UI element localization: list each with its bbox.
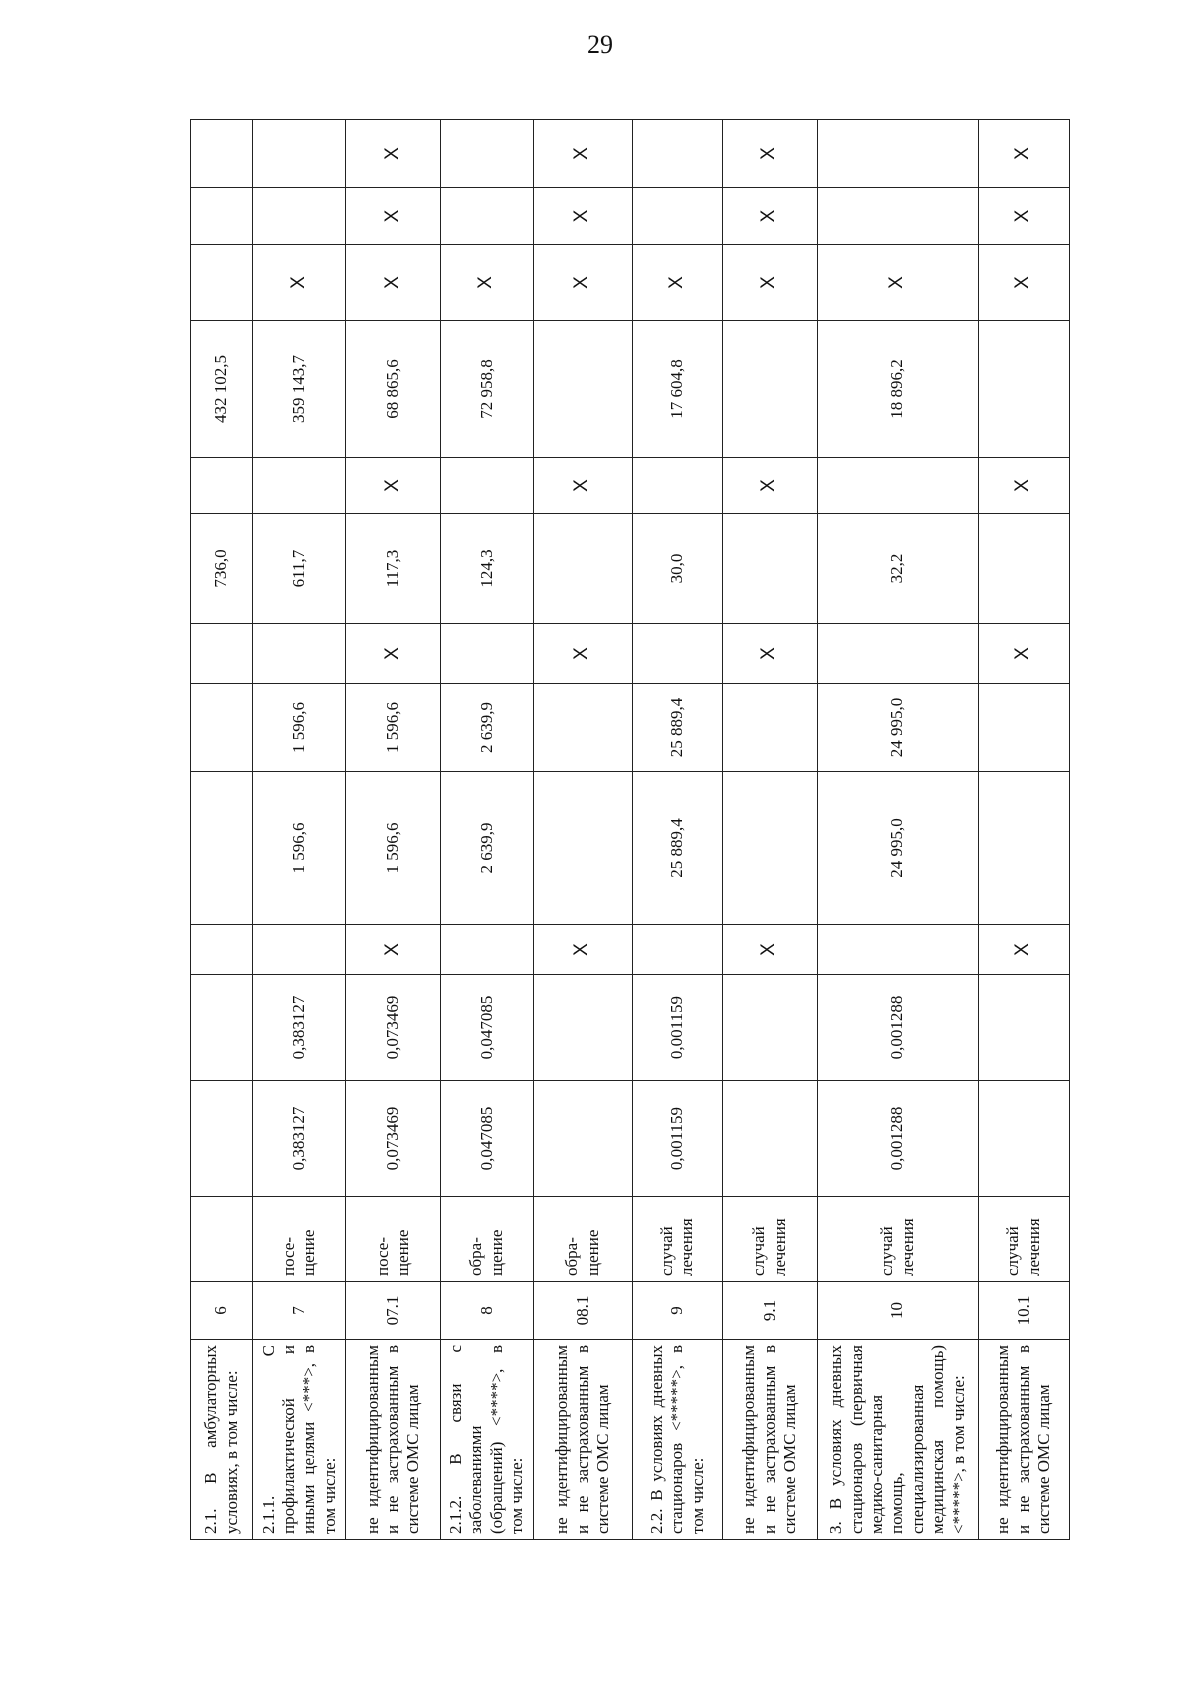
value-cell bbox=[978, 684, 1069, 772]
value-cell bbox=[978, 321, 1069, 458]
unit-cell bbox=[191, 1197, 253, 1282]
value-cell: 117,3 bbox=[346, 514, 441, 624]
cross-mark: X bbox=[722, 624, 817, 684]
unit-cell: посе-щение bbox=[346, 1197, 441, 1282]
cross-mark: X bbox=[722, 925, 817, 975]
row-number-cell: 10.1 bbox=[978, 1282, 1069, 1340]
table-row bbox=[817, 120, 978, 1540]
value-cell: 736,0 bbox=[191, 514, 253, 624]
cross-mark: X bbox=[722, 458, 817, 514]
cross-mark: X bbox=[632, 245, 722, 321]
row-name-cell: 2.2. В условиях дневных стационаров <*****>, в том числе: bbox=[632, 1340, 722, 1540]
value-cell: 24 995,0 bbox=[817, 684, 978, 772]
value-cell: 432 102,5 bbox=[191, 321, 253, 458]
cross-mark: X bbox=[533, 624, 632, 684]
row-number-cell: 10 bbox=[817, 1282, 978, 1340]
value-cell bbox=[191, 975, 253, 1081]
row-number-cell: 7 bbox=[253, 1282, 346, 1340]
value-cell bbox=[817, 624, 978, 684]
row-number-cell: 6 bbox=[191, 1282, 253, 1340]
unit-cell: обра-щение bbox=[533, 1197, 632, 1282]
value-cell bbox=[253, 624, 346, 684]
value-cell: 1 596,6 bbox=[253, 772, 346, 925]
value-cell: 17 604,8 bbox=[632, 321, 722, 458]
value-cell: 25 889,4 bbox=[632, 684, 722, 772]
value-cell bbox=[533, 1081, 632, 1197]
cross-mark: X bbox=[722, 120, 817, 188]
row-number-cell: 9 bbox=[632, 1282, 722, 1340]
value-cell bbox=[191, 245, 253, 321]
cross-mark: X bbox=[346, 458, 441, 514]
value-cell bbox=[632, 458, 722, 514]
value-cell: 1 596,6 bbox=[346, 684, 441, 772]
row-number-cell: 8 bbox=[440, 1282, 533, 1340]
data-table bbox=[190, 119, 1070, 1540]
value-cell bbox=[440, 925, 533, 975]
value-cell: 2 639,9 bbox=[440, 684, 533, 772]
value-cell bbox=[978, 514, 1069, 624]
value-cell: 72 958,8 bbox=[440, 321, 533, 458]
table-row bbox=[533, 120, 632, 1540]
value-cell: 0,001288 bbox=[817, 1081, 978, 1197]
value-cell: 30,0 bbox=[632, 514, 722, 624]
value-cell: 24 995,0 bbox=[817, 772, 978, 925]
value-cell bbox=[722, 975, 817, 1081]
cross-mark: X bbox=[533, 458, 632, 514]
row-number-cell: 08.1 bbox=[533, 1282, 632, 1340]
value-cell bbox=[978, 1081, 1069, 1197]
row-name-cell: не идентифицированным и не застрахованным в системе ОМС лицам bbox=[533, 1340, 632, 1540]
value-cell bbox=[632, 120, 722, 188]
value-cell: 0,047085 bbox=[440, 975, 533, 1081]
page-number: 29 bbox=[587, 30, 613, 59]
cross-mark: X bbox=[978, 120, 1069, 188]
value-cell bbox=[253, 120, 346, 188]
value-cell: 0,383127 bbox=[253, 975, 346, 1081]
value-cell bbox=[533, 514, 632, 624]
value-cell bbox=[632, 925, 722, 975]
value-cell: 1 596,6 bbox=[346, 772, 441, 925]
unit-cell: посе-щение bbox=[253, 1197, 346, 1282]
value-cell: 0,001159 bbox=[632, 1081, 722, 1197]
unit-cell: случай лечения bbox=[978, 1197, 1069, 1282]
value-cell: 0,383127 bbox=[253, 1081, 346, 1197]
value-cell: 2 639,9 bbox=[440, 772, 533, 925]
cross-mark: X bbox=[346, 925, 441, 975]
row-name-cell: 2.1.2. В связи с заболеваниями (обращений) <****>, в том числе: bbox=[440, 1340, 533, 1540]
row-name-cell: не идентифицированным и не застрахованным в системе ОМС лицам bbox=[978, 1340, 1069, 1540]
value-cell bbox=[722, 684, 817, 772]
value-cell: 25 889,4 bbox=[632, 772, 722, 925]
cross-mark: X bbox=[722, 188, 817, 245]
table-row bbox=[191, 120, 253, 1540]
value-cell bbox=[978, 975, 1069, 1081]
value-cell: 68 865,6 bbox=[346, 321, 441, 458]
value-cell bbox=[440, 458, 533, 514]
value-cell: 611,7 bbox=[253, 514, 346, 624]
cross-mark: X bbox=[978, 458, 1069, 514]
value-cell bbox=[191, 458, 253, 514]
unit-cell: обра-щение bbox=[440, 1197, 533, 1282]
table-row bbox=[722, 120, 817, 1540]
row-name-cell: не идентифицированным и не застрахованным в системе ОМС лицам bbox=[722, 1340, 817, 1540]
value-cell bbox=[722, 321, 817, 458]
cross-mark: X bbox=[978, 624, 1069, 684]
unit-cell: случай лечения bbox=[722, 1197, 817, 1282]
cross-mark: X bbox=[978, 245, 1069, 321]
cross-mark: X bbox=[722, 245, 817, 321]
row-name-cell: не идентифицированным и не застрахованным в системе ОМС лицам bbox=[346, 1340, 441, 1540]
table-row bbox=[253, 120, 346, 1540]
row-number-cell: 9.1 bbox=[722, 1282, 817, 1340]
value-cell: 0,047085 bbox=[440, 1081, 533, 1197]
value-cell bbox=[440, 188, 533, 245]
cross-mark: X bbox=[346, 245, 441, 321]
value-cell bbox=[440, 624, 533, 684]
value-cell bbox=[722, 514, 817, 624]
value-cell bbox=[191, 925, 253, 975]
value-cell bbox=[817, 120, 978, 188]
unit-cell: случай лечения bbox=[632, 1197, 722, 1282]
unit-cell: случай лечения bbox=[817, 1197, 978, 1282]
cross-mark: X bbox=[253, 245, 346, 321]
value-cell bbox=[253, 925, 346, 975]
value-cell bbox=[191, 1081, 253, 1197]
cross-mark: X bbox=[346, 188, 441, 245]
rotated-table-container bbox=[190, 120, 1070, 1540]
table-row bbox=[440, 120, 533, 1540]
value-cell: 0,073469 bbox=[346, 1081, 441, 1197]
value-cell bbox=[632, 188, 722, 245]
value-cell bbox=[632, 624, 722, 684]
value-cell: 32,2 bbox=[817, 514, 978, 624]
value-cell: 124,3 bbox=[440, 514, 533, 624]
value-cell bbox=[533, 321, 632, 458]
cross-mark: X bbox=[978, 188, 1069, 245]
row-name-cell: 3. В условиях дневных стационаров (первичная медико-санитарная помощь, специализированная медицинская помощь) <*****>, в том числе: bbox=[817, 1340, 978, 1540]
value-cell bbox=[253, 458, 346, 514]
value-cell bbox=[440, 120, 533, 188]
value-cell bbox=[533, 684, 632, 772]
value-cell bbox=[817, 925, 978, 975]
cross-mark: X bbox=[533, 245, 632, 321]
value-cell bbox=[533, 975, 632, 1081]
value-cell bbox=[253, 188, 346, 245]
cross-mark: X bbox=[533, 188, 632, 245]
value-cell bbox=[191, 120, 253, 188]
value-cell bbox=[722, 1081, 817, 1197]
value-cell bbox=[722, 772, 817, 925]
value-cell: 18 896,2 bbox=[817, 321, 978, 458]
row-name-cell: 2.1.1. С профилактической и иными целями <***>, в том числе: bbox=[253, 1340, 346, 1540]
value-cell bbox=[978, 772, 1069, 925]
value-cell bbox=[191, 772, 253, 925]
row-number-cell: 07.1 bbox=[346, 1282, 441, 1340]
cross-mark: X bbox=[817, 245, 978, 321]
cross-mark: X bbox=[978, 925, 1069, 975]
cross-mark: X bbox=[440, 245, 533, 321]
value-cell bbox=[191, 188, 253, 245]
cross-mark: X bbox=[533, 925, 632, 975]
cross-mark: X bbox=[533, 120, 632, 188]
value-cell: 0,001288 bbox=[817, 975, 978, 1081]
table-row bbox=[346, 120, 441, 1540]
table-row bbox=[978, 120, 1069, 1540]
value-cell bbox=[817, 188, 978, 245]
table-row bbox=[632, 120, 722, 1540]
row-name-cell: 2.1. В амбулаторных условиях, в том числе: bbox=[191, 1340, 253, 1540]
cross-mark: X bbox=[346, 120, 441, 188]
value-cell bbox=[191, 624, 253, 684]
value-cell bbox=[533, 772, 632, 925]
value-cell: 359 143,7 bbox=[253, 321, 346, 458]
value-cell bbox=[817, 458, 978, 514]
value-cell: 0,073469 bbox=[346, 975, 441, 1081]
value-cell: 1 596,6 bbox=[253, 684, 346, 772]
table-body bbox=[191, 120, 1070, 1540]
value-cell: 0,001159 bbox=[632, 975, 722, 1081]
cross-mark: X bbox=[346, 624, 441, 684]
value-cell bbox=[191, 684, 253, 772]
